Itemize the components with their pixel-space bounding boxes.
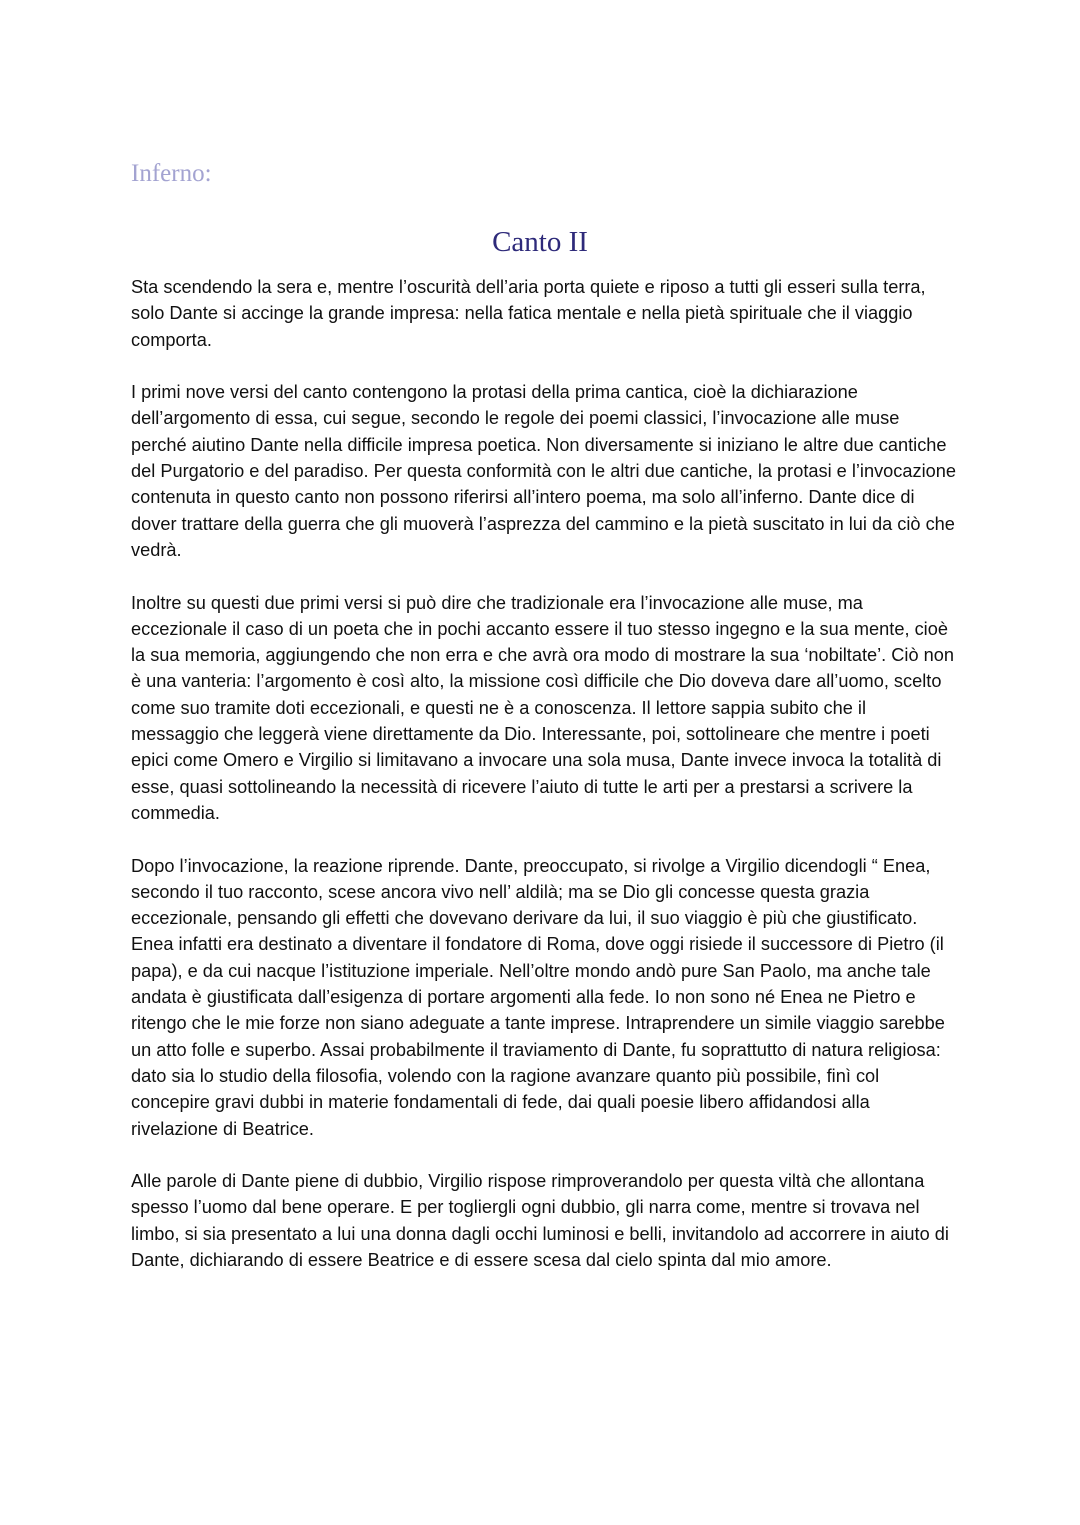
- paragraph: Alle parole di Dante piene di dubbio, Virgilio rispose rimproverandolo per questa viltà che allontana spesso l’uomo dal bene operare. E per togliergli ogni dubbio, gli narra come, mentre si trovava nel limbo, si sia presentato a lui una donna dagli occhi luminosi e belli, invitandolo ad accorrere in aiuto di Dante, dichiarando di essere Beatrice e di essere scesa dal cielo spinta dal mio amore.: [131, 1171, 949, 1270]
- paragraph: Inoltre su questi due primi versi si può dire che tradizionale era l’invocazione alle muse, ma eccezionale il caso di un poeta che in pochi accanto essere il tuo stesso ingegno e la sua mente, cioè la sua memoria, aggiungendo che non erra e che avrà ora modo di mostrare la sua ‘nobiltate’. Ciò non è una vanteria: l’argomento è così alto, la missione così difficile che Dio doveva dare all’uomo, scelto come suo tramite doti eccezionali, e questi ne è a conoscenza. Il lettore sappia subito che il messaggio che leggerà viene direttamente da Dio. Interessante, poi, sottolineare che mentre i poeti epici come Omero e Virgilio si limitavano a invocare una sola musa, Dante invece invoca la totalità di esse, quasi sottolineando la necessità di ricevere l’aiuto di tutte le arti per a prestarsi a scrivere la commedia.: [131, 592, 954, 823]
- paragraph: Sta scendendo la sera e, mentre l’oscurità dell’aria porta quiete e riposo a tutti gli esseri sulla terra, solo Dante si accinge la grande impresa: nella fatica mentale e nella pietà spirituale che il viaggio comporta.: [131, 277, 926, 350]
- canto-title: Canto II: [492, 226, 588, 258]
- paragraph: I primi nove versi del canto contengono la protasi della prima cantica, cioè la dichiarazione dell’argomento di essa, cui segue, secondo le regole dei poemi classici, l’invocazione alle muse perché aiutino Dante nella difficile impresa poetica. Non diversamente si iniziano le altre due cantiche del Purgatorio e del paradiso. Per questa conformità con le altri due cantiche, la protasi e l’invocazione contenuta in questo canto non possono riferirsi all’intero poema, ma solo all’inferno. Dante dice di dover trattare della guerra che gli muoverà l’asprezza del cammino e la pietà suscitato in lui da ciò che vedrà.: [131, 382, 956, 560]
- paragraph: Dopo l’invocazione, la reazione riprende. Dante, preoccupato, si rivolge a Virgilio dicendogli “ Enea, secondo il tuo racconto, scese ancora vivo nell’ aldilà; ma se Dio gli concesse questa grazia eccezionale, pensando gli effetti che dovevano derivare da lui, il suo viaggio è più che giustificato. Enea infatti era destinato a diventare il fondatore di Roma, dove oggi risiede il successore di Pietro (il papa), e da cui nacque l’istituzione imperiale. Nell’oltre mondo andò pure San Paolo, ma anche tale andata è giustificata dall’esigenza di portare argomenti alla fede. Io non sono né Enea ne Pietro e ritengo che le mie forze non siano adeguate a tante imprese. Intraprendere un simile viaggio sarebbe un atto folle e superbo. Assai probabilmente il traviamento di Dante, fu soprattutto di natura religiosa: dato sia lo studio della filosofia, volendo con la ragione avanzare quanto più possibile, finì col concepire gravi dubbi in materie fondamentali di fede, dai quali poesie libero affidandosi alla rivelazione di Beatrice.: [131, 855, 945, 1139]
- section-label: Inferno:: [131, 160, 212, 187]
- body-text: [131, 274, 957, 1273]
